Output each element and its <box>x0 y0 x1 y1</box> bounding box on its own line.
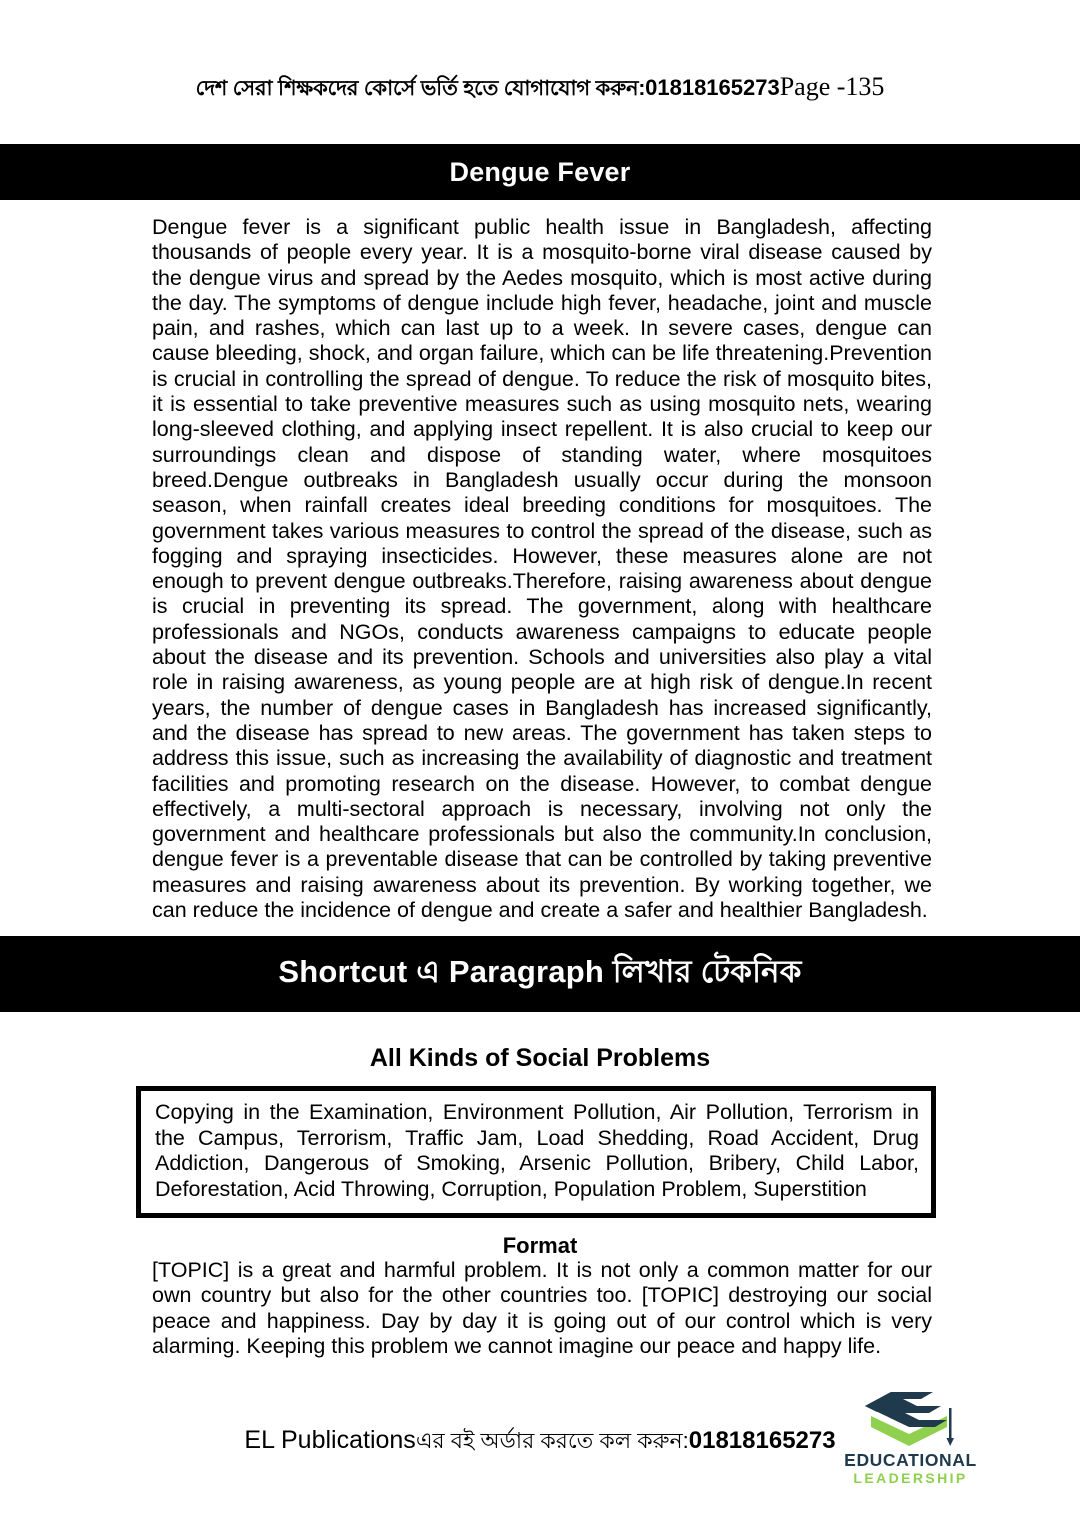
graduation-cap-icon <box>857 1386 961 1452</box>
social-problems-heading: All Kinds of Social Problems <box>369 1044 711 1072</box>
format-paragraph: [TOPIC] is a great and harmful problem. It is not only a common matter for our own country but also for the other countries too. [TOPIC] destroying our social peace and happiness. Day by day it is going out of our control which is very alarming. Keeping this problem we cannot imagine our peace and happy life. <box>152 1258 932 1358</box>
header-bengali-text: দেশ সেরা শিক্ষকদের কোর্সে ভর্তি হতে যোগাযোগ করুন: <box>195 77 646 100</box>
banner-title-text: Dengue Fever <box>449 156 631 187</box>
section-banner-dengue-fever <box>0 144 1080 200</box>
page-header <box>0 72 1080 107</box>
logo-wordmark <box>843 1450 978 1487</box>
footer-phone-number: 01818165273 <box>688 1427 836 1454</box>
social-problems-box: Copying in the Examination, Environment Pollution, Air Pollution, Terrorism in the Campus, Terrorism, Traffic Jam, Load Shedding, Road Accident, Drug Addiction, Dangerous of Smoking, Arsenic Pollution, Bribery, Child Labor, Deforestation, Acid Throwing, Corruption, Population Problem, Superstition <box>136 1086 936 1218</box>
educational-leadership-logo <box>843 1386 978 1494</box>
footer-bengali-text: এর বই অর্ডার করতে কল করুন: <box>415 1428 689 1453</box>
section-banner-shortcut-technique <box>0 936 1080 1012</box>
footer-publisher-name: EL Publications <box>244 1426 416 1454</box>
logo-word-leadership: LEADERSHIP <box>853 1470 968 1486</box>
format-heading: Format <box>502 1233 578 1258</box>
header-phone-number: 01818165273 <box>645 75 780 100</box>
dengue-fever-paragraph: Dengue fever is a significant public health issue in Bangladesh, affecting thousands of people every year. It is a mosquito-borne viral disease caused by the dengue virus and spread by the Aedes mosquito, which is most active during the day. The symptoms of dengue include high fever, headache, joint and muscle pain, and rashes, which can last up to a week. In severe cases, dengue can cause bleeding, shock, and organ failure, which can be life threatening.Prevention is crucial in controlling the spread of dengue. To reduce the risk of mosquito bites, it is essential to take preventive measures such as using mosquito nets, wearing long-sleeved clothing, and applying insect repellent. It is also crucial to keep our surroundings clean and dispose of standing water, where mosquitoes breed.Dengue outbreaks in Bangladesh usually occur during the monsoon season, when rainfall creates ideal breeding conditions for mosquitoes. The government takes various measures to control the spread of the disease, such as fogging and spraying insecticides. However, these measures alone are not enough to prevent dengue outbreaks.Therefore, raising awareness about dengue is crucial in preventing its spread. The government, along with healthcare professionals and NGOs, conducts awareness campaigns to educate people about the disease and its prevention. Schools and universities also play a vital role in raising awareness, as young people are at high risk of dengue.In recent years, the number of dengue cases in Bangladesh has increased significantly, and the disease has spread to new areas. The government has taken steps to address this issue, such as increasing the availability of diagnostic and treatment facilities and promoting research on the disease. However, to combat dengue effectively, a multi-sectoral approach is necessary, involving not only the government and healthcare professionals but also the community.In conclusion, dengue fever is a preventable disease that can be controlled by taking preventive measures and raising awareness about its prevention. By working together, we can reduce the incidence of dengue and create a safer and healthier Bangladesh. <box>152 215 932 923</box>
banner-shortcut-text: Shortcut এ Paragraph লিখার টেকনিক <box>278 954 802 989</box>
logo-word-educational: EDUCATIONAL <box>844 1450 977 1470</box>
page-number: Page -135 <box>779 72 885 101</box>
